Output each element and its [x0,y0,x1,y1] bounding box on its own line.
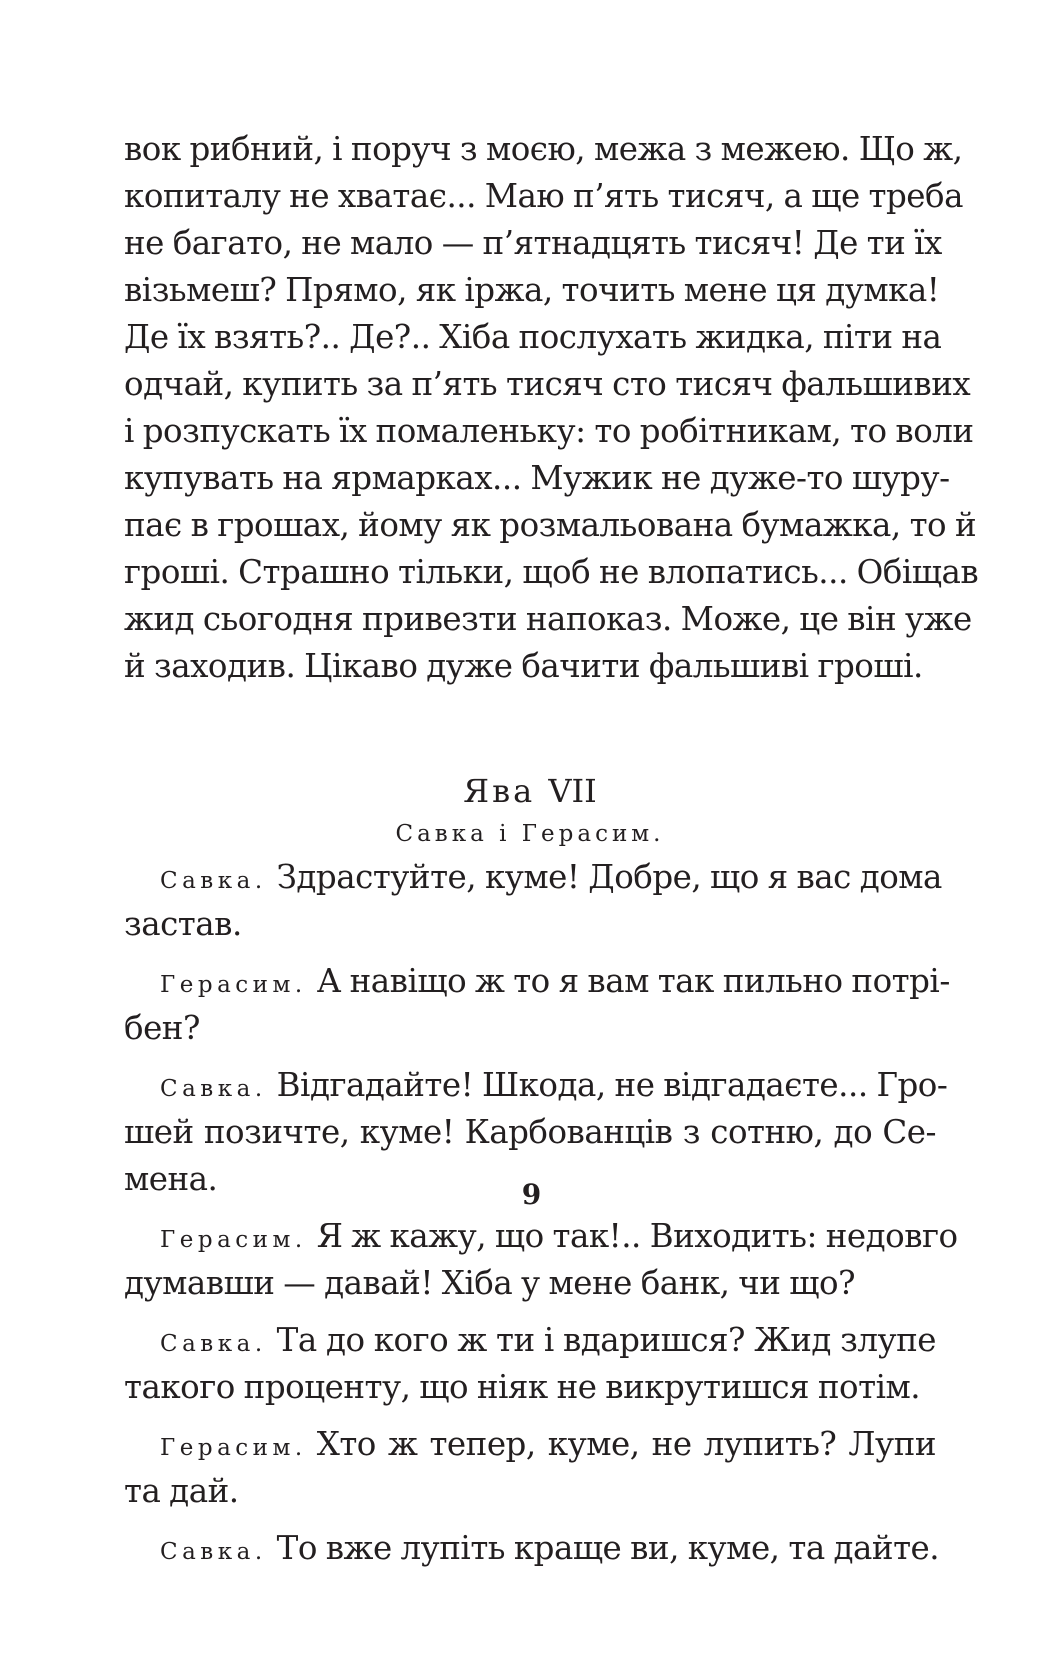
text-line: пає в грошах, йому як розмальована бумажка, то й [124,506,977,544]
text-line: одчай, купить за п’ять тисяч сто тисяч фальшивих [124,365,971,403]
text-line: такого проценту, що ніяк не викрутишся потім. [124,1368,921,1406]
speech-text: Відгадайте! Шкода, не відгадаєте... Гро- [276,1066,948,1104]
text-line: гроші. Страшно тільки, щоб не влопатись... Обіщав [124,553,979,591]
dialogue-entry [124,958,950,1052]
speech-text: А навіщо ж то я вам так пильно потрі- [316,962,950,1000]
dialogue-first-line [124,1421,936,1468]
speaker-name: Герасим. [160,972,307,998]
text-line: візьмеш? Прямо, як іржа, точить мене ця думка! [124,271,940,309]
speaker-name: Савка. [160,1331,267,1357]
monologue-paragraph [124,126,979,690]
dialogue-entry [124,1525,940,1572]
speech-text: Хто ж тепер, куме, не лупить? Лупи [316,1425,936,1463]
text-line: не багато, не мало — п’ятнадцять тисяч! Де ти їх [124,224,942,262]
dialogue-entry [124,1317,936,1411]
text-line: застав. [124,905,242,943]
text-line: мена. [124,1160,218,1198]
text-line: копиталу не хватає... Маю п’ять тисяч, а ще треба [124,177,963,215]
scene-number: VII [548,772,597,810]
dialogue-entry [124,854,942,948]
scene-cast: Савка і Герасим. [395,821,665,847]
speech-text: Здрастуйте, куме! Добре, що я вас дома [276,858,942,896]
speech-text: Я ж кажу, що так!.. Виходить: недовго [316,1217,958,1255]
scene-title [124,769,936,814]
dialogue-entry [124,1213,958,1307]
dialogue-first-line [124,1213,958,1260]
speech-text: То вже лупіть краще ви, куме, та дайте. [276,1529,940,1567]
text-line: Де їх взять?.. Де?.. Хіба послухать жидка, піти на [124,318,942,356]
text-line: купувать на ярмарках... Мужик не дуже-то шуру- [124,459,950,497]
speaker-name: Герасим. [160,1227,307,1253]
dialogue-first-line [124,1317,936,1364]
text-line: бен? [124,1009,200,1047]
dialogue-entry [124,1421,936,1515]
dialogue-first-line [124,958,950,1005]
dialogue-first-line [124,1525,940,1572]
speaker-name: Савка. [160,1539,267,1565]
speaker-name: Савка. [160,1076,267,1102]
dialogue-first-line [124,1062,948,1109]
dialogue-first-line [124,854,942,901]
text-line: вок рибний, і поруч з моєю, межа з межею. Що ж, [124,130,963,168]
text-line: шей позичте, куме! Карбованців з сотню, до Се- [124,1113,936,1151]
text-line: жид сьогодня привезти напоказ. Може, це він уже [124,600,972,638]
text-line: і розпускать їх помаленьку: то робітникам, то воли [124,412,974,450]
scene-word: Ява [463,772,536,810]
text-line: й заходив. Цікаво дуже бачити фальшиві гроші. [124,647,923,685]
speaker-name: Герасим. [160,1435,307,1461]
text-line: та дай. [124,1472,239,1510]
page-number: 9 [521,1178,542,1211]
text-line: думавши — давай! Хіба у мене банк, чи що? [124,1264,855,1302]
speaker-name: Савка. [160,868,267,894]
page-body [124,126,979,1572]
speech-text: Та до кого ж ти і вдаришся? Жид злупе [276,1321,936,1359]
